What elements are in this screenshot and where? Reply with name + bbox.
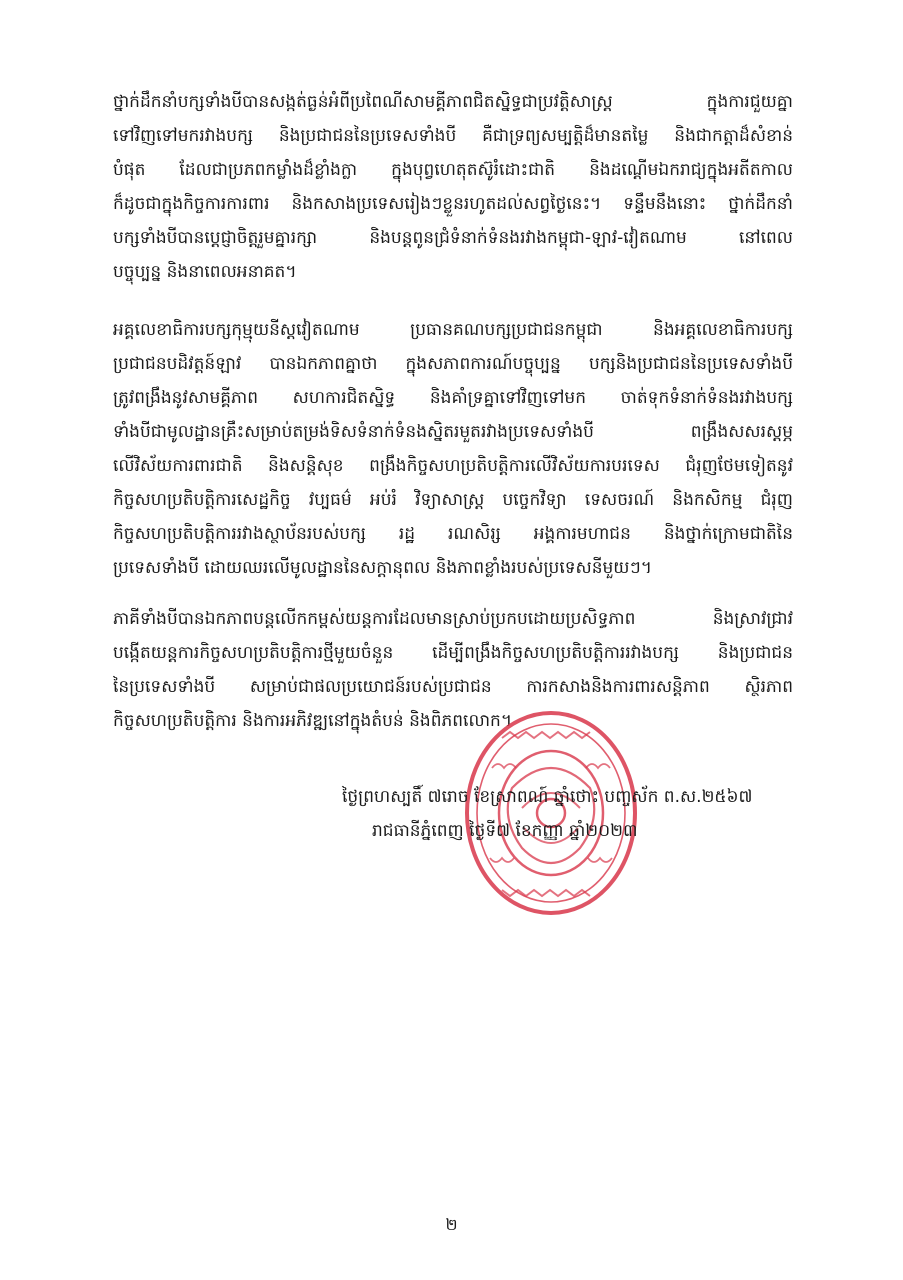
text-line: ត្រូវពង្រឹងនូវសាមគ្គីភាព សហការជិតស្និទ្ធ និងគាំទ្រគ្នាទៅវិញទៅមក ចាត់ទុកទំនាក់ទំនងរវាងបក្ស [113, 388, 793, 408]
text-line: ទៅវិញទៅមករវាងបក្ស និងប្រជាជននៃប្រទេសទាំងបី គឺជាទ្រព្យសម្បត្តិដ៏មានតម្លៃ និងជាកត្តាដ៏សំខាន់ [113, 126, 793, 146]
text-line: បក្សទាំងបីបានប្ដេជ្ញាចិត្តរួមគ្នារក្សា និងបន្តពូនជ្រំទំនាក់ទំនងរវាងកម្ពុជា-ឡាវ-វៀតណាម នៅពេល [113, 228, 793, 248]
lunar-date-line: ថ្ងៃព្រហស្បតិ៍ ៧រោច ខែស្រាពណ៍ ឆ្នាំថោះ បញ្ចស័ក ព.ស.២៥៦៧ [342, 787, 753, 807]
text-line: ភាគីទាំងបីបានឯកភាពបន្តលើកកម្ពស់យន្តការដែលមានស្រាប់ប្រកបដោយប្រសិទ្ធភាព និងស្រាវជ្រាវ [113, 609, 793, 629]
text-line: កិច្ចសហប្រតិបត្តិការ និងការអភិវឌ្ឍនៅក្នុងតំបន់ និងពិភពលោក។ [113, 711, 513, 731]
date-signature-block [342, 780, 802, 848]
text-line: ប្រទេសទាំងបី ដោយឈរលើមូលដ្ឋាននៃសក្ដានុពល និងភាពខ្លាំងរបស់ប្រទេសនីមួយៗ។ [113, 558, 652, 578]
text-line: កិច្ចសហប្រតិបត្តិការរវាងស្ថាប័នរបស់បក្ស រដ្ឋ រណសិរ្ស អង្គការមហាជន និងថ្នាក់ក្រោមជាតិនៃ [113, 524, 793, 544]
place-date-line: រាជធានីភ្នំពេញ ថ្ងៃទី៧ ខែកញ្ញា ឆ្នាំ២០២៣ [372, 821, 638, 841]
text-line: អគ្គលេខាធិការបក្សកុម្មុយនីស្តវៀតណាម ប្រធានគណបក្សប្រជាជនកម្ពុជា និងអគ្គលេខាធិការបក្ស [113, 320, 793, 340]
text-line: បំផុត ដែលជាប្រភពកម្លាំងដ៏ខ្លាំងក្លា ក្នុងបុព្វហេតុតស៊ូរំដោះជាតិ និងដណ្ដើមឯករាជ្យក្នុងអតីតកាល [113, 160, 793, 180]
text-line: ថ្នាក់ដឹកនាំបក្សទាំងបីបានសង្កត់ធ្ងន់អំពីប្រពៃណីសាមគ្គីភាពជិតស្និទ្ធជាប្រវត្តិសាស្ត្រ ក្នុងការជួយគ្នា [113, 92, 793, 112]
paragraph-general-secretaries-agreement [113, 313, 793, 585]
text-line: ប្រជាជនបដិវត្តន៍ឡាវ បានឯកភាពគ្នាថា ក្នុងសភាពការណ៍បច្ចុប្បន្ន បក្សនិងប្រជាជននៃប្រទេសទាំងបី [113, 354, 793, 374]
text-line: ទាំងបីជាមូលដ្ឋានគ្រឹះសម្រាប់តម្រង់ទិសទំនាក់ទំនងស្និតរមួតរវាងប្រទេសទាំងបី ពង្រឹងសសរស្តម្ភ [113, 422, 793, 442]
text-line: នៃប្រទេសទាំងបី សម្រាប់ជាផលប្រយោជន៍របស់ប្រជាជន ការកសាងនិងការពារសន្តិភាព ស្ថិរភាព [113, 677, 793, 697]
text-line: បច្ចុប្បន្ន និងនាពេលអនាគត។ [113, 262, 297, 282]
text-line: ក៏ដូចជាក្នុងកិច្ចការការពារ និងកសាងប្រទេសរៀងៗខ្លួនរហូតដល់សព្វថ្ងៃនេះ។ ទន្ទឹមនឹងនោះ ថ្នាក់ដឹកនាំ [113, 194, 793, 214]
text-line: កិច្ចសហប្រតិបត្តិការសេដ្ឋកិច្ច វប្បធម៌ អប់រំ វិទ្យាសាស្ត្រ បច្ចេកវិទ្យា ទេសចរណ៍ និងកសិកម្ម ជំរុញ [113, 490, 793, 510]
paragraph-cooperation-mechanisms [113, 602, 793, 738]
text-line: លើវិស័យការពារជាតិ និងសន្តិសុខ ពង្រឹងកិច្ចសហប្រតិបត្តិការលើវិស័យការបរទេស ជំរុញថែមទៀតនូវ [113, 456, 793, 476]
paragraph-leaders-solidarity [113, 85, 793, 289]
page-number: ២ [445, 1215, 458, 1234]
text-line: បង្កើតយន្តការកិច្ចសហប្រតិបត្តិការថ្មីមួយចំនួន ដើម្បីពង្រឹងកិច្ចសហប្រតិបត្តិការរវាងបក្ស និងប្រជាជន [113, 643, 793, 663]
